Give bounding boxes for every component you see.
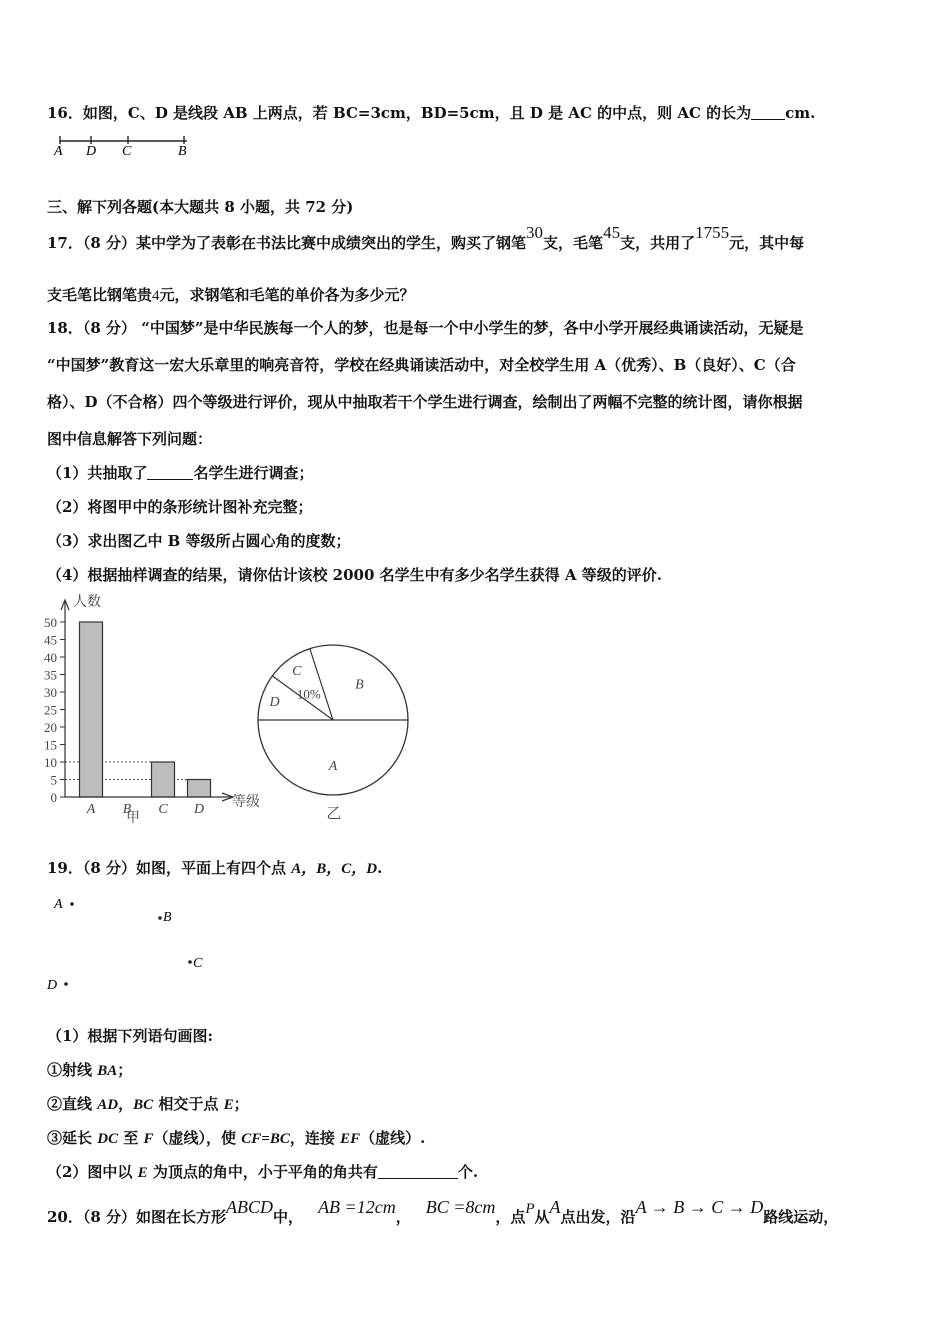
pie-label-b: B <box>355 677 364 693</box>
q18-line4: 图中信息解答下列问题： <box>47 430 213 448</box>
pie-label-c: C <box>292 664 302 680</box>
seg-label-d: D <box>86 144 97 159</box>
q17-line1: 17．（8 分）某中学为了表彰在书法比赛中成绩突出的学生，购买了钢笔30支，毛笔45支，共用了1755元，其中每 <box>47 223 805 252</box>
q19-sub1: （1）根据下列语句画图: <box>47 1027 213 1045</box>
seg-label-a: A <box>54 144 63 159</box>
x-category-label: B <box>122 802 132 817</box>
q19-item2: ②直线 AD，BC 相交于点 E； <box>47 1095 249 1113</box>
x-category-label: A <box>86 802 96 817</box>
y-tick-label: 30 <box>44 685 57 700</box>
q18-line3: 格）、D（不合格）四个等级进行评价，现从中抽取若干个学生进行调查，绘制出了两幅不完整的统计图，请你根据 <box>47 393 803 411</box>
pie-slice-labels <box>268 664 364 774</box>
bar-d <box>188 780 211 798</box>
y-tick-label: 5 <box>50 772 57 788</box>
bar-c <box>152 762 175 797</box>
q18-sub2: （2）将图甲中的条形统计图补充完整； <box>47 498 313 516</box>
bar-chart <box>40 590 280 830</box>
y-tick-label: 35 <box>44 667 57 683</box>
point-label-c: C <box>193 956 203 971</box>
bar-chart-bars <box>80 622 211 797</box>
q18-sub3: （3）求出图乙中 B 等级所占圆心角的度数； <box>47 532 351 550</box>
seg-label-b: B <box>178 144 187 159</box>
points-figure <box>40 890 240 1000</box>
answer-blank <box>378 1164 458 1179</box>
point-label-d: D <box>47 978 58 993</box>
pie-label-a: A <box>328 759 338 774</box>
q19-sub2: （2）图中以 E 为顶点的角中，小于平角的角共有 个. <box>47 1163 479 1181</box>
bar-a <box>80 622 103 797</box>
answer-blank <box>147 465 193 480</box>
x-category-label: C <box>158 802 168 817</box>
y-tick-label: 25 <box>44 702 57 718</box>
point-b <box>158 916 162 920</box>
bar-chart-ticks <box>44 615 65 805</box>
q17-line2: 支毛笔比钢笔贵4元，求钢笔和毛笔的单价各为多少元？ <box>47 286 415 304</box>
y-tick-label: 10 <box>44 755 57 770</box>
point-a <box>70 902 74 906</box>
bar-chart-title: 甲 <box>126 811 140 826</box>
q18-line1: 18．（8 分） “中国梦”是中华民族每一个人的梦，也是每一个中小学生的梦，各中小学开展经典诵读活动，无疑是 <box>47 319 804 337</box>
answer-blank <box>751 105 785 120</box>
q18-sub4: （4）根据抽样调查的结果，请你估计该校 2000 名学生中有多少名学生获得 A 等级的评价. <box>47 566 662 584</box>
q18-line2: “中国梦”教育这一宏大乐章里的响亮音符，学校在经典诵读活动中，对全校学生用 A（优秀）、B（良好）、C（合 <box>47 356 796 374</box>
seg-label-c: C <box>122 144 132 159</box>
y-axis-label: 人数 <box>73 595 101 610</box>
x-category-label: D <box>193 802 205 817</box>
y-tick-label: 45 <box>44 632 57 648</box>
pie-chart-title: 乙 <box>326 806 342 822</box>
pie-annotation-c: 10% <box>296 686 321 702</box>
segment-figure <box>50 134 195 160</box>
q20-line1: 20．（8 分）如图在长方形ABCD中， AB =12cm， BC =8cm，点P从A点出发，沿A → B → C → D路线运动， <box>47 1197 839 1226</box>
q19-intro: 19．（8 分）如图，平面上有四个点 A，B，C，D. <box>47 859 383 877</box>
bar-chart-categories <box>86 802 204 817</box>
q19-item1: ①射线 BA； <box>47 1061 133 1079</box>
y-tick-label: 50 <box>44 615 57 630</box>
pie-slice-lines <box>258 649 408 720</box>
point-c <box>188 960 192 964</box>
y-tick-label: 20 <box>44 720 57 735</box>
point-d <box>64 982 68 986</box>
q18-sub1: （1）共抽取了 名学生进行调查； <box>47 464 314 482</box>
y-tick-label: 15 <box>44 737 57 753</box>
y-tick-label: 0 <box>50 790 57 805</box>
q16-text: 16．如图，C、D 是线段 AB 上两点，若 BC=3cm，BD=5cm，且 D 是 AC 的中点，则 AC 的长为 cm. <box>47 104 816 122</box>
x-axis-label: 等级 <box>232 795 260 810</box>
point-label-b: B <box>163 910 172 925</box>
y-tick-label: 40 <box>44 650 57 665</box>
section-title: 三、解下列各题(本大题共 8 小题，共 72 分) <box>47 198 354 216</box>
q19-item3: ③延长 DC 至 F（虚线），使 CF=BC，连接 EF（虚线）. <box>47 1129 426 1147</box>
pie-chart <box>250 638 420 828</box>
pie-label-d: D <box>269 694 280 710</box>
point-label-a: A <box>54 897 63 912</box>
pie-boundary-c <box>310 649 333 720</box>
